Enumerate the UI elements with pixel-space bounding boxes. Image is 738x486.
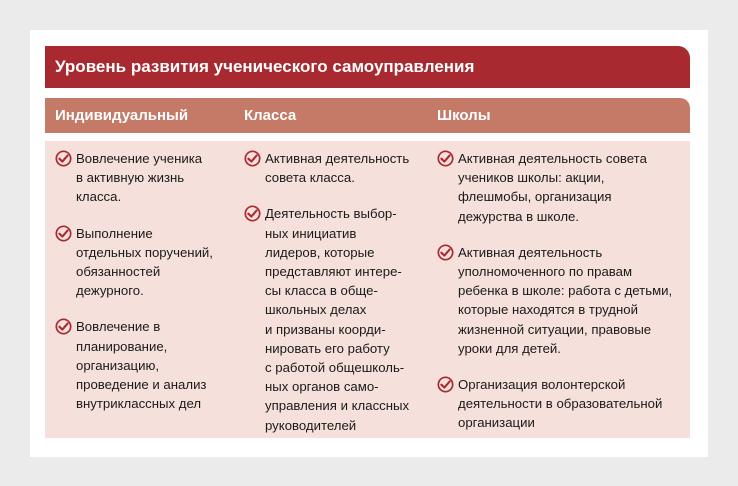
list-item-text: Выполнение отдельных поручений, обязанностей дежурного. bbox=[76, 225, 213, 299]
column-individual bbox=[45, 98, 255, 438]
list-item-text: Организация волонтерской деятельности в образовательной организации bbox=[458, 377, 663, 431]
column-body bbox=[234, 141, 444, 438]
list-item-text: Активная деятельность уполномоченного по правам ребенка в школе: работа с детьми, которые находятся в трудной жизненной ситуации, правовые уроки для детей. bbox=[458, 244, 673, 356]
check-circle-icon bbox=[55, 150, 72, 167]
column-body bbox=[427, 141, 690, 438]
column-title: Школы bbox=[437, 107, 491, 124]
column-header bbox=[45, 98, 255, 133]
check-circle-icon bbox=[55, 318, 72, 335]
check-circle-icon bbox=[437, 150, 454, 167]
check-circle-icon bbox=[437, 244, 454, 261]
check-circle-icon bbox=[244, 205, 261, 222]
column-title: Индивидуальный bbox=[55, 107, 189, 124]
list-item bbox=[244, 149, 438, 187]
check-circle-icon bbox=[55, 225, 72, 242]
column-class bbox=[234, 98, 444, 438]
list-item bbox=[437, 243, 684, 358]
list-item-text: Активная деятельность совета учеников школы: акции, флешмобы, организация дежурства в школе. bbox=[458, 151, 647, 224]
list-item-text: Деятельность выбор- ных инициатив лидеров, которые представляют интере- сы класса в обще- школьных делах и призваны коорди- нировать его работу с работой общешколь- ных органов само- управления и классных руководителей bbox=[265, 206, 410, 433]
list-item-text: Вовлечение ученика в активную жизнь класса. bbox=[76, 151, 203, 205]
column-body bbox=[45, 141, 255, 438]
column-title: Класса bbox=[244, 107, 297, 124]
column-header bbox=[427, 98, 690, 133]
page-title: Уровень развития ученического самоуправления bbox=[55, 57, 475, 76]
list-item-text: Вовлечение в планирование, организацию, проведение и анализ внутриклассных дел bbox=[76, 319, 207, 412]
infographic-card bbox=[30, 30, 708, 457]
list-item bbox=[437, 149, 684, 226]
check-circle-icon bbox=[244, 150, 261, 167]
list-item bbox=[437, 375, 684, 433]
title-banner bbox=[45, 46, 690, 88]
check-circle-icon bbox=[437, 376, 454, 393]
list-item bbox=[55, 224, 249, 301]
list-item bbox=[55, 317, 249, 413]
list-item-text: Активная деятельность совета класса. bbox=[265, 151, 410, 186]
column-school bbox=[427, 98, 690, 438]
column-header bbox=[234, 98, 444, 133]
list-item bbox=[244, 204, 438, 434]
list-item bbox=[55, 149, 249, 207]
